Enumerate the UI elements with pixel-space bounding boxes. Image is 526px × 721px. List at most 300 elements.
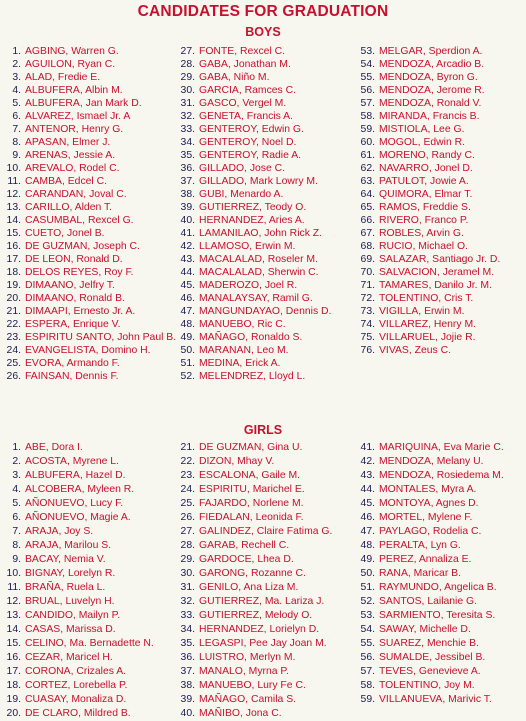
list-item — [356, 623, 504, 637]
list-item — [356, 693, 504, 707]
item-number: 52. — [180, 371, 195, 382]
item-number: 22. — [6, 319, 21, 330]
given-name: Aries A. — [268, 215, 305, 226]
list-item — [176, 497, 332, 511]
given-name: Myra A. — [441, 484, 477, 495]
item-number: 36. — [180, 163, 195, 174]
item-number: 9. — [12, 150, 21, 161]
item-number: 22. — [180, 456, 195, 467]
item-number: 36. — [180, 652, 195, 663]
item-number: 17. — [6, 254, 21, 265]
surname: CARANDAN, — [25, 189, 87, 200]
item-number: 33. — [180, 124, 195, 135]
list-item — [356, 581, 504, 595]
list-item — [356, 637, 504, 651]
list-item — [176, 693, 332, 707]
item-number: 71. — [360, 280, 375, 291]
list-item — [2, 97, 176, 110]
item-number: 57. — [360, 666, 375, 677]
list-item — [2, 483, 154, 497]
surname: MENDOZA, — [379, 98, 434, 109]
list-item — [2, 595, 154, 609]
list-item — [2, 665, 154, 679]
given-name: Joseph C. — [93, 241, 140, 252]
surname: GABA, — [199, 59, 231, 70]
surname: DIZON, — [199, 456, 235, 467]
list-item — [2, 253, 176, 266]
item-number: 47. — [180, 306, 195, 317]
given-name: Luvelyn H. — [65, 596, 115, 607]
list-item — [356, 305, 500, 318]
item-number: 53. — [360, 46, 375, 57]
item-number: 32. — [180, 596, 195, 607]
given-name: Edwin R. — [423, 137, 466, 148]
given-name: Enrique V. — [72, 319, 121, 330]
surname: RIVERO, — [379, 215, 422, 226]
list-item — [2, 58, 176, 71]
given-name: Nemia V. — [63, 554, 106, 565]
surname: MENDOZA, — [379, 59, 434, 70]
surname: BRAÑA, — [25, 582, 64, 593]
item-number: 29. — [180, 72, 195, 83]
list-item — [2, 525, 154, 539]
surname: PAYLAGO, — [379, 526, 431, 537]
surname: MELGAR, — [379, 46, 426, 57]
list-item — [2, 637, 154, 651]
item-number: 11. — [7, 176, 21, 187]
surname: TOLENTINO, — [379, 293, 442, 304]
item-number: 28. — [180, 59, 195, 70]
surname: LAMANILAO, — [199, 228, 262, 239]
given-name: Franco P. — [424, 215, 469, 226]
list-item — [176, 553, 332, 567]
given-name: Rodelia C. — [432, 526, 482, 537]
given-name: Jonathan M. — [233, 59, 291, 70]
surname: APASAN, — [25, 137, 70, 148]
list-item — [356, 567, 504, 581]
list-item — [176, 97, 331, 110]
given-name: Annaliza E. — [418, 554, 472, 565]
item-number: 76. — [360, 345, 375, 356]
given-name: Lhea D. — [257, 554, 294, 565]
list-item — [2, 511, 154, 525]
list-item — [2, 553, 154, 567]
list-item — [2, 331, 176, 344]
surname: AGUILON, — [25, 59, 75, 70]
list-item — [176, 344, 331, 357]
list-item — [356, 497, 504, 511]
given-name: Jeramel M. — [442, 267, 495, 278]
list-item — [2, 679, 154, 693]
given-name: Byron G. — [436, 72, 478, 83]
surname: DE GUZMAN, — [25, 241, 91, 252]
given-name: Lorebella P. — [73, 680, 128, 691]
list-item — [356, 110, 500, 123]
surname: MANUEBO, — [199, 680, 255, 691]
surname: MENDOZA, — [379, 456, 434, 467]
surname: GUBI, — [199, 189, 228, 200]
item-number: 25. — [6, 358, 21, 369]
item-number: 40. — [180, 215, 195, 226]
list-item — [356, 651, 504, 665]
document-title: CANDIDATES FOR GRADUATION — [137, 3, 389, 20]
given-name: Crizales A. — [76, 666, 127, 677]
surname: CANDIDO, — [25, 610, 76, 621]
item-number: 4. — [12, 484, 21, 495]
item-number: 52. — [360, 596, 375, 607]
given-name: Lucy F. — [90, 498, 124, 509]
given-name: Pee Jay Joan M. — [249, 638, 327, 649]
item-number: 32. — [180, 111, 195, 122]
surname: SALAZAR, — [379, 254, 430, 265]
given-name: Leo M. — [256, 345, 289, 356]
list-item — [2, 707, 154, 721]
given-name: Ramces C. — [244, 85, 297, 96]
surname: NAVARRO, — [379, 163, 432, 174]
surname: FAINSAN, — [25, 371, 73, 382]
given-name: Albin M. — [85, 85, 123, 96]
list-item — [2, 370, 176, 383]
given-name: Ric C. — [257, 319, 286, 330]
surname: CARILLO, — [25, 202, 73, 213]
list-item — [356, 279, 500, 292]
item-number: 48. — [180, 319, 195, 330]
item-number: 30. — [180, 568, 195, 579]
surname: ROBLES, — [379, 228, 425, 239]
surname: DIMAANO, — [25, 293, 77, 304]
surname: MENDOZA, — [379, 470, 434, 481]
item-number: 58. — [360, 111, 375, 122]
surname: RAMOS, — [379, 202, 420, 213]
surname: MACALALAD, — [199, 267, 265, 278]
given-name: Ana Liza M. — [243, 582, 299, 593]
given-name: Vergel M. — [242, 98, 287, 109]
given-name: Lury Fe C. — [257, 680, 306, 691]
item-number: 51. — [360, 582, 375, 593]
given-name: Mylene F. — [427, 512, 473, 523]
item-number: 30. — [180, 85, 195, 96]
item-number: 58. — [360, 680, 375, 691]
list-item — [2, 45, 176, 58]
item-number: 49. — [180, 332, 195, 343]
list-item — [356, 123, 500, 136]
list-item — [176, 188, 331, 201]
list-item — [176, 201, 331, 214]
given-name: Marichel E. — [252, 484, 305, 495]
list-item — [176, 279, 331, 292]
given-name: Ronald D. — [76, 254, 123, 265]
given-name: John Rick Z. — [264, 228, 323, 239]
list-item — [356, 344, 500, 357]
list-item — [2, 469, 154, 483]
item-number: 15. — [6, 638, 21, 649]
given-name: Niño M. — [233, 72, 270, 83]
surname: CELINO, — [25, 638, 67, 649]
surname: DELOS REYES, — [25, 267, 102, 278]
surname: ALBUFERA, — [25, 98, 83, 109]
list-item — [356, 253, 500, 266]
surname: DIMAANO, — [25, 280, 77, 291]
item-number: 11. — [7, 582, 21, 593]
surname: MORTEL, — [379, 512, 425, 523]
given-name: Maricar B. — [413, 568, 461, 579]
surname: MONTOYA, — [379, 498, 434, 509]
surname: ALAD, — [25, 72, 56, 83]
list-item — [356, 553, 504, 567]
given-name: Danilo Jr. M. — [434, 280, 492, 291]
list-item — [176, 305, 331, 318]
surname: HERNANDEZ, — [199, 215, 267, 226]
surname: AREVALO, — [25, 163, 77, 174]
surname: AÑONUEVO, — [25, 512, 88, 523]
given-name: Ronaldo S. — [250, 332, 303, 343]
item-number: 1. — [12, 442, 21, 453]
surname: PEREZ, — [379, 554, 417, 565]
surname: DE CLARO, — [25, 708, 82, 719]
item-number: 15. — [6, 228, 21, 239]
given-name: Lee G. — [433, 124, 465, 135]
surname: CASUMBAL, — [25, 215, 86, 226]
list-item — [176, 58, 331, 71]
item-number: 26. — [180, 512, 195, 523]
item-number: 24. — [180, 484, 195, 495]
item-number: 24. — [6, 345, 21, 356]
given-name: Francis A. — [246, 111, 293, 122]
list-item — [176, 609, 332, 623]
surname: GARCIA, — [199, 85, 242, 96]
list-item — [356, 175, 500, 188]
list-item — [2, 84, 176, 97]
list-item — [2, 609, 154, 623]
list-item — [2, 344, 176, 357]
given-name: Teody O. — [264, 202, 307, 213]
surname: CASAS, — [25, 624, 64, 635]
list-item — [176, 175, 331, 188]
given-name: Roy F. — [104, 267, 134, 278]
item-number: 59. — [360, 694, 375, 705]
given-name: Joy M. — [444, 680, 475, 691]
given-name: Marivic T. — [448, 694, 492, 705]
given-name: Menardo A. — [230, 189, 284, 200]
given-name: Rechell C. — [241, 540, 290, 551]
list-item — [356, 318, 500, 331]
item-number: 69. — [360, 254, 375, 265]
surname: RUCIO, — [379, 241, 416, 252]
surname: MANALO, — [199, 666, 246, 677]
given-name: Joy S. — [64, 526, 94, 537]
given-name: Marissa D. — [66, 624, 116, 635]
surname: MAÑAGO, — [199, 332, 249, 343]
surname: SUMALDE, — [379, 652, 433, 663]
list-item — [2, 305, 176, 318]
item-number: 49. — [360, 554, 375, 565]
list-item — [176, 357, 331, 370]
list-item — [176, 637, 332, 651]
surname: AGBING, — [25, 46, 69, 57]
given-name: Maricel H. — [66, 652, 113, 663]
surname: DIMAAPI, — [25, 306, 71, 317]
given-name: Angelica B. — [444, 582, 497, 593]
given-name: Fredie E. — [57, 72, 101, 83]
item-number: 51. — [180, 358, 195, 369]
surname: AÑONUEVO, — [25, 498, 88, 509]
item-number: 38. — [180, 189, 195, 200]
given-name: Teresita S. — [446, 610, 496, 621]
list-item — [176, 149, 331, 162]
given-name: Henry M. — [433, 319, 477, 330]
list-item — [2, 136, 176, 149]
item-number: 2. — [12, 59, 21, 70]
surname: GARDOCE, — [199, 554, 255, 565]
item-number: 44. — [180, 267, 195, 278]
item-number: 43. — [180, 254, 195, 265]
list-item — [176, 623, 332, 637]
item-number: 46. — [360, 512, 375, 523]
surname: QUIMORA, — [379, 189, 432, 200]
surname: MELENDREZ, — [199, 371, 266, 382]
item-number: 2. — [12, 456, 21, 467]
item-number: 68. — [360, 241, 375, 252]
item-number: 62. — [360, 163, 375, 174]
girls-column-2 — [176, 441, 332, 721]
given-name: John Paul B. — [117, 332, 177, 343]
item-number: 45. — [360, 498, 375, 509]
list-item — [176, 539, 332, 553]
list-item — [176, 110, 331, 123]
surname: MEDINA, — [199, 358, 243, 369]
given-name: Michelle D. — [419, 624, 471, 635]
item-number: 53. — [360, 610, 375, 621]
list-item — [176, 581, 332, 595]
surname: MAÑAGO, — [199, 694, 249, 705]
item-number: 45. — [180, 280, 195, 291]
given-name: Joval C. — [89, 189, 127, 200]
list-item — [2, 455, 154, 469]
list-item — [176, 511, 332, 525]
item-number: 20. — [6, 293, 21, 304]
given-name: Dennis F. — [75, 371, 119, 382]
item-number: 42. — [360, 456, 375, 467]
item-number: 73. — [360, 306, 375, 317]
section-heading-boys: BOYS — [245, 25, 281, 39]
given-name: Myrna P. — [248, 666, 289, 677]
surname: ALBUFERA, — [25, 85, 83, 96]
given-name: Melody O. — [264, 610, 313, 621]
given-name: Jelfry T. — [79, 280, 115, 291]
list-item — [356, 331, 500, 344]
list-item — [176, 240, 331, 253]
surname: ALVAREZ, — [25, 111, 74, 122]
surname: ALCOBERA, — [25, 484, 85, 495]
given-name: Mark Lowry M. — [249, 176, 318, 187]
list-item — [356, 149, 500, 162]
item-number: 57. — [360, 98, 375, 109]
item-number: 48. — [360, 540, 375, 551]
surname: LLAMOSO, — [199, 241, 253, 252]
list-item — [356, 71, 500, 84]
surname: ESPERA, — [25, 319, 71, 330]
item-number: 55. — [360, 638, 375, 649]
item-number: 8. — [12, 137, 21, 148]
item-number: 65. — [360, 202, 375, 213]
item-number: 16. — [6, 652, 21, 663]
list-item — [356, 45, 500, 58]
given-name: Jona C. — [245, 708, 282, 719]
surname: MENDOZA, — [379, 85, 434, 96]
given-name: Mhay V. — [237, 456, 275, 467]
list-item — [356, 240, 500, 253]
item-number: 12. — [6, 189, 21, 200]
surname: GILLADO, — [199, 163, 247, 174]
given-name: Jonel D. — [434, 163, 473, 174]
item-number: 43. — [360, 470, 375, 481]
given-name: Elmer J. — [72, 137, 111, 148]
item-number: 5. — [12, 498, 21, 509]
boys-column-1 — [2, 45, 176, 383]
given-name: Lloyd L. — [268, 371, 306, 382]
boys-column-3 — [356, 45, 500, 357]
item-number: 50. — [180, 345, 195, 356]
given-name: Erick A. — [245, 358, 281, 369]
surname: MORENO, — [379, 150, 429, 161]
given-name: Jerome R. — [436, 85, 485, 96]
list-item — [176, 227, 331, 240]
given-name: Lailanie G. — [427, 596, 478, 607]
list-item — [356, 58, 500, 71]
given-name: Rexcel G. — [87, 215, 134, 226]
given-name: Myleen R. — [87, 484, 135, 495]
surname: ESCALONA, — [199, 470, 259, 481]
given-name: Ismael Jr. A — [76, 111, 131, 122]
list-item — [2, 581, 154, 595]
item-number: 13. — [6, 610, 21, 621]
list-item — [2, 441, 154, 455]
item-number: 18. — [6, 680, 21, 691]
surname: CORTEZ, — [25, 680, 71, 691]
item-number: 39. — [180, 694, 195, 705]
list-item — [2, 71, 176, 84]
given-name: Joel R. — [264, 280, 298, 291]
surname: MARANAN, — [199, 345, 254, 356]
surname: GENTEROY, — [199, 124, 259, 135]
surname: ARAJA, — [25, 526, 62, 537]
item-number: 10. — [6, 568, 21, 579]
surname: SANTOS, — [379, 596, 425, 607]
surname: MADEROZO, — [199, 280, 262, 291]
list-item — [176, 469, 332, 483]
given-name: Erwin M. — [255, 241, 296, 252]
list-item — [356, 84, 500, 97]
given-name: Eva Marie C. — [443, 442, 504, 453]
list-item — [356, 201, 500, 214]
item-number: 27. — [180, 46, 195, 57]
list-item — [2, 149, 176, 162]
list-item — [176, 123, 331, 136]
list-item — [176, 679, 332, 693]
surname: GALINDEZ, — [199, 526, 254, 537]
given-name: Ma. Lariza J. — [264, 596, 325, 607]
list-item — [356, 483, 504, 497]
surname: HERNANDEZ, — [199, 624, 267, 635]
item-number: 54. — [360, 59, 375, 70]
given-name: Lorielyn D. — [269, 624, 320, 635]
given-name: Rozanne C. — [250, 568, 306, 579]
item-number: 20. — [6, 708, 21, 719]
surname: GILLADO, — [199, 176, 247, 187]
item-number: 46. — [180, 293, 195, 304]
surname: MOGOL, — [379, 137, 421, 148]
list-item — [176, 595, 332, 609]
